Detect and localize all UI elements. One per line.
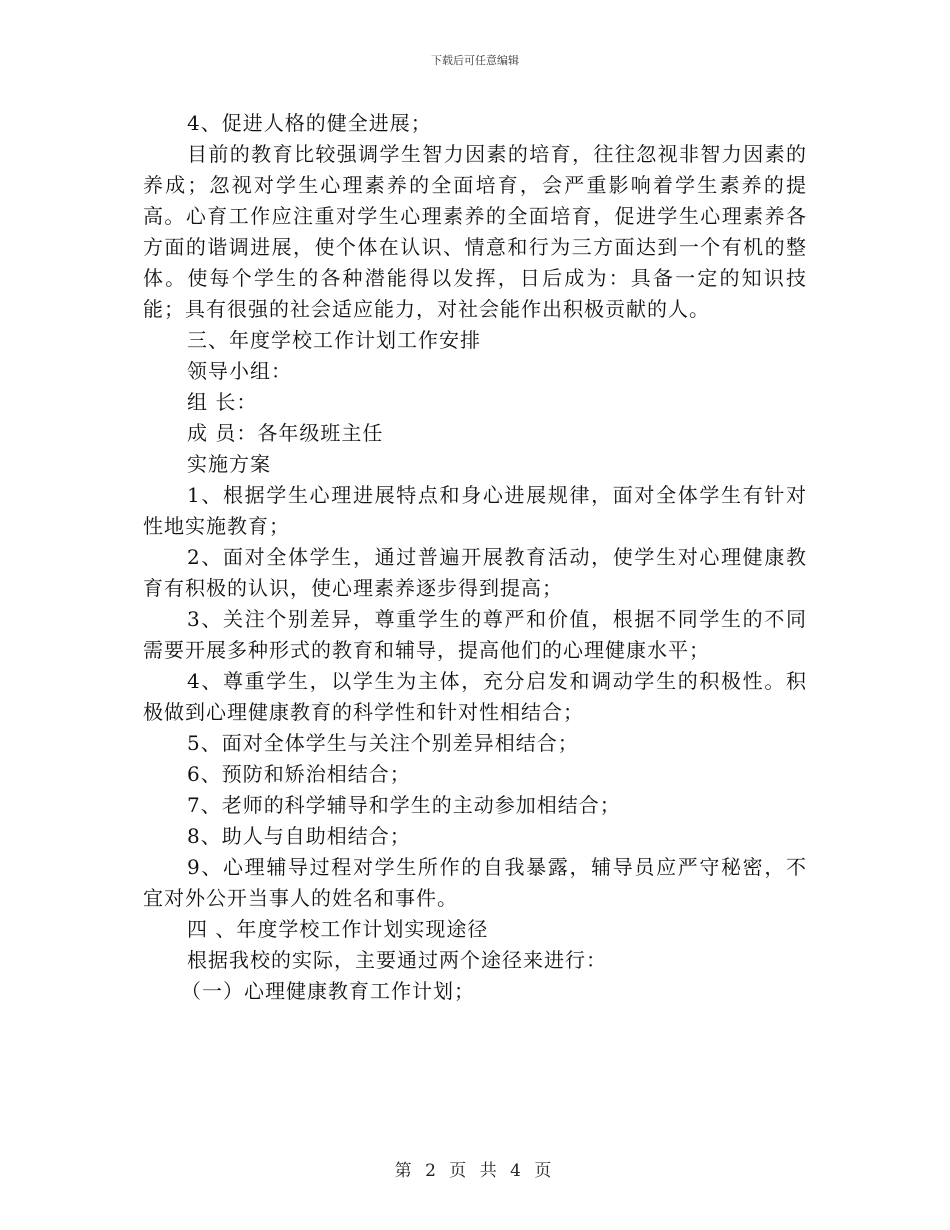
paragraph: 成 员：各年级班主任 — [187, 421, 384, 445]
list-item: 3、关注个别差异，尊重学生的尊严和价值，根据不同学生的不同需要开展多种形式的教育和辅导，提高他们的心理健康水平； — [143, 607, 807, 662]
list-item: 1、根据学生心理进展特点和身心进展规律，面对全体学生有针对性地实施教育； — [143, 483, 807, 538]
list-item: 5、面对全体学生与关注个别差异相结合； — [187, 731, 579, 755]
paragraph: 4、促进人格的健全进展； — [187, 111, 432, 135]
paragraph: 实施方案 — [187, 452, 271, 476]
paragraph: 目前的教育比较强调学生智力因素的培育，往往忽视非智力因素的养成；忽视对学生心理素养的全面培育，会严重影响着学生素养的提高。心育工作应注重对学生心理素养的全面培育，促进学生心理素养各方面的谐调进展，使个体在认识、情意和行为三方面达到一个有机的整体。使每个学生的各种潜能得以发挥，日后成为：具备一定的知识技能；具有很强的社会适应能力，对社会能作出积极贡献的人。 — [143, 142, 807, 321]
list-item: 9、心理辅导过程对学生所作的自我暴露，辅导员应严守秘密，不宜对外公开当事人的姓名和事件。 — [143, 855, 807, 910]
section-heading: 三、年度学校工作计划工作安排 — [187, 328, 481, 352]
page-footer: 第 2 页 共 4 页 — [394, 1161, 556, 1181]
paragraph: 根据我校的实际，主要通过两个途径来进行： — [187, 948, 607, 972]
paragraph: 领导小组： — [187, 359, 292, 383]
list-item: 6、预防和矫治相结合； — [187, 762, 411, 786]
section-heading: 四 、年度学校工作计划实现途径 — [187, 917, 489, 941]
page-header: 下载后可任意编辑 — [431, 54, 519, 67]
list-item: 2、面对全体学生，通过普遍开展教育活动，使学生对心理健康教育有积极的认识，使心理素养逐步得到提高； — [143, 545, 807, 600]
paragraph: 组 长： — [187, 390, 258, 414]
paragraph: （一）心理健康教育工作计划； — [181, 979, 475, 1003]
list-item: 4、尊重学生，以学生为主体，充分启发和调动学生的积极性。积极做到心理健康教育的科学性和针对性相结合； — [143, 669, 807, 724]
list-item: 7、老师的科学辅导和学生的主动参加相结合； — [187, 793, 621, 817]
list-item: 8、助人与自助相结合； — [187, 824, 411, 848]
document-body — [143, 108, 807, 1007]
